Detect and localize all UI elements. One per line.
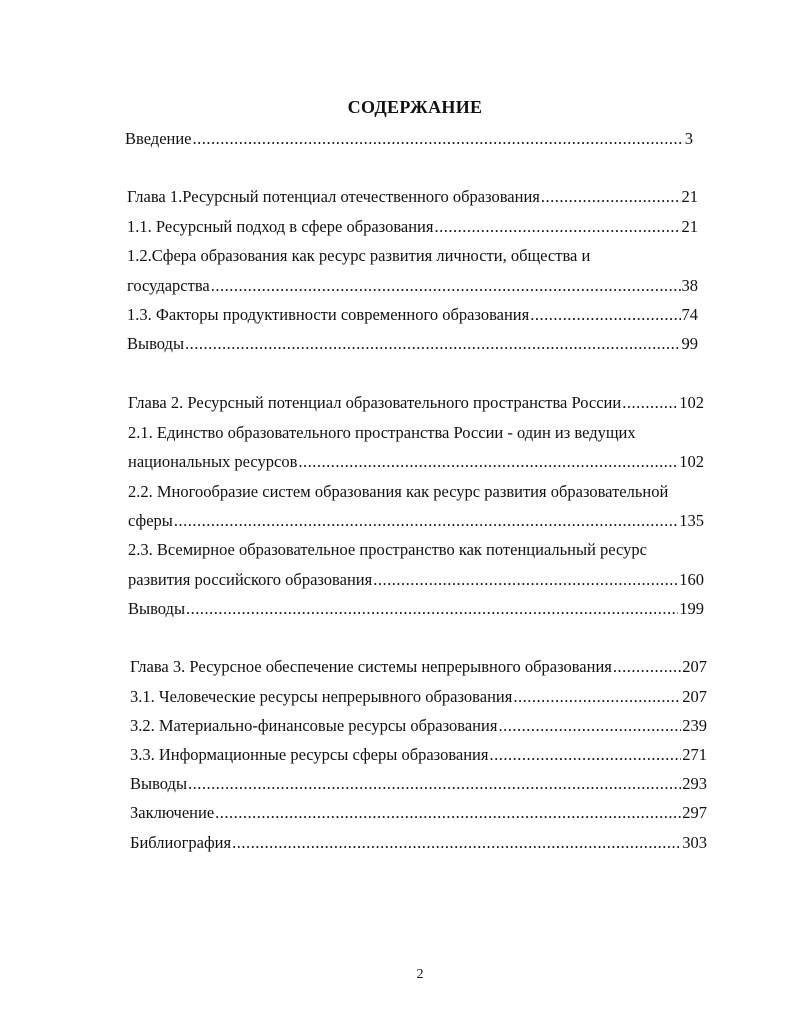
toc-leader-dots bbox=[186, 598, 678, 620]
toc-entry-chapter-3 bbox=[130, 656, 707, 678]
toc-entry-page: 21 bbox=[681, 217, 698, 236]
toc-entry-section-2-3 bbox=[128, 569, 704, 591]
toc-entry-section-1-2-line1: 1.2.Сфера образования как ресурс развития личности, общества и bbox=[127, 246, 591, 265]
toc-entry-section-1-2 bbox=[127, 275, 698, 297]
toc-entry-section-2-2-line1: 2.2. Многообразие систем образования как ресурс развития образовательной bbox=[128, 482, 669, 501]
toc-entry-text: государства bbox=[127, 276, 210, 295]
toc-entry-page: 102 bbox=[679, 393, 704, 412]
page-number: 2 bbox=[416, 967, 424, 982]
toc-entry-text: Введение bbox=[125, 129, 192, 148]
toc-entry-page: 3 bbox=[684, 129, 693, 148]
toc-entry-text: 3.3. Информационные ресурсы сферы образования bbox=[130, 745, 489, 764]
toc-entry-chapter-1 bbox=[127, 186, 698, 208]
toc-leader-dots bbox=[530, 304, 680, 326]
toc-entry-page: 303 bbox=[682, 833, 707, 852]
toc-leader-dots bbox=[232, 832, 681, 854]
toc-entry-text: 3.1. Человеческие ресурсы непрерывного образования bbox=[130, 687, 513, 706]
toc-entry-intro bbox=[125, 128, 693, 150]
toc-entry-text: развития российского образования bbox=[128, 570, 373, 589]
toc-leader-dots bbox=[513, 686, 681, 708]
toc-entry-page: 207 bbox=[682, 657, 707, 676]
toc-entry-page: 207 bbox=[682, 687, 707, 706]
toc-entry-text: Выводы bbox=[127, 334, 185, 353]
toc-entry-text: Глава 3. Ресурсное обеспечение системы непрерывного образования bbox=[130, 657, 612, 676]
toc-leader-dots bbox=[298, 451, 678, 473]
toc-leader-dots bbox=[434, 216, 680, 238]
toc-entry-page: 38 bbox=[681, 276, 698, 295]
toc-entry-page: 293 bbox=[682, 774, 707, 793]
toc-entry-page: 102 bbox=[679, 452, 704, 471]
toc-entry-text: Заключение bbox=[130, 803, 215, 822]
toc-entry-section-3-3 bbox=[130, 744, 707, 766]
toc-leader-dots bbox=[211, 275, 681, 297]
toc-leader-dots bbox=[498, 715, 681, 737]
toc-entry-text: 3.2. Материально-финансовые ресурсы образования bbox=[130, 716, 498, 735]
toc-entry-section-1-1 bbox=[127, 216, 698, 238]
toc-entry-section-2-1 bbox=[128, 451, 704, 473]
toc-leader-dots bbox=[373, 569, 678, 591]
toc-entry-page: 271 bbox=[682, 745, 707, 764]
toc-entry-page: 297 bbox=[682, 803, 707, 822]
toc-entry-page: 199 bbox=[679, 599, 704, 618]
toc-entry-text: сферы bbox=[128, 511, 173, 530]
toc-entry-section-2-2 bbox=[128, 510, 704, 532]
toc-leader-dots bbox=[541, 186, 681, 208]
toc-entry-chapter-2 bbox=[128, 392, 704, 414]
toc-entry-page: 74 bbox=[681, 305, 698, 324]
toc-leader-dots bbox=[174, 510, 678, 532]
toc-leader-dots bbox=[622, 392, 678, 414]
toc-entry-text: 1.1. Ресурсный подход в сфере образования bbox=[127, 217, 434, 236]
toc-entry-page: 99 bbox=[681, 334, 698, 353]
toc-entry-text: Выводы bbox=[128, 599, 186, 618]
toc-entry-conclusions-1 bbox=[127, 333, 698, 355]
toc-entry-conclusion bbox=[130, 802, 707, 824]
toc-leader-dots bbox=[193, 128, 684, 150]
toc-entry-conclusions-2 bbox=[128, 598, 704, 620]
toc-leader-dots bbox=[489, 744, 681, 766]
toc-entry-text: Глава 2. Ресурсный потенциал образовательного пространства России bbox=[128, 393, 622, 412]
toc-leader-dots bbox=[215, 802, 681, 824]
toc-entry-page: 135 bbox=[679, 511, 704, 530]
toc-entry-text: Выводы bbox=[130, 774, 188, 793]
toc-entry-section-1-3 bbox=[127, 304, 698, 326]
toc-entry-section-3-1 bbox=[130, 686, 707, 708]
toc-leader-dots bbox=[188, 773, 681, 795]
toc-entry-text: Глава 1.Ресурсный потенциал отечественного образования bbox=[127, 187, 540, 206]
toc-entry-conclusions-3 bbox=[130, 773, 707, 795]
toc-entry-text: Библиография bbox=[130, 833, 232, 852]
toc-entry-section-3-2 bbox=[130, 715, 707, 737]
page-title: СОДЕРЖАНИЕ bbox=[347, 97, 483, 117]
toc-leader-dots bbox=[613, 656, 681, 678]
toc-entry-bibliography bbox=[130, 832, 707, 854]
toc-entry-section-2-1-line1: 2.1. Единство образовательного пространства России - один из ведущих bbox=[128, 423, 636, 442]
toc-leader-dots bbox=[185, 333, 680, 355]
toc-entry-page: 239 bbox=[682, 716, 707, 735]
toc-entry-text: национальных ресурсов bbox=[128, 452, 298, 471]
toc-entry-page: 160 bbox=[679, 570, 704, 589]
toc-entry-page: 21 bbox=[681, 187, 698, 206]
toc-entry-text: 1.3. Факторы продуктивности современного образования bbox=[127, 305, 530, 324]
toc-entry-section-2-3-line1: 2.3. Всемирное образовательное пространство как потенциальный ресурс bbox=[128, 540, 647, 559]
